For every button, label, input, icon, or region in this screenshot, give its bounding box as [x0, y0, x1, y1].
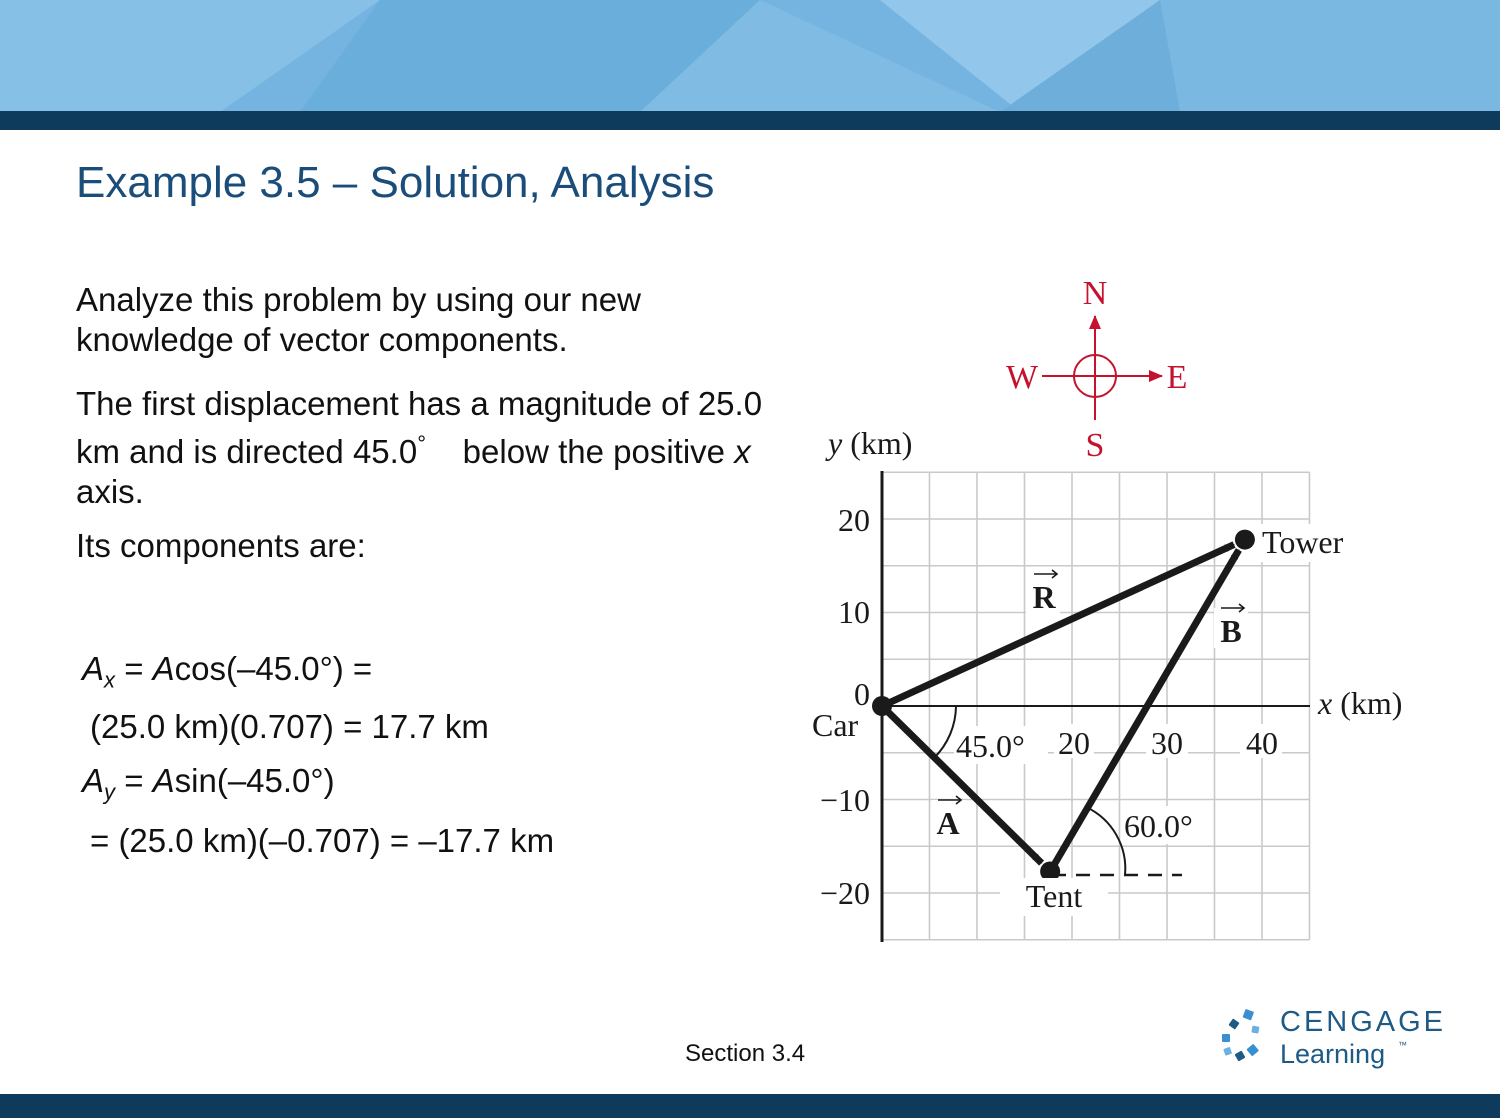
y-axis-label-var: y	[828, 425, 843, 461]
y-tick-minus-10: −10	[819, 782, 870, 818]
paragraph-analyze: Analyze this problem by using our new knowledge of vector components.	[76, 281, 641, 358]
paragraph-first-displacement-text-3: axis.	[76, 473, 144, 510]
label-tent: Tent	[1025, 878, 1083, 914]
ax-magnitude: A	[152, 650, 175, 687]
vector-r-arrow	[882, 545, 1234, 706]
ax-equals: =	[124, 650, 144, 687]
ay-subscript: y	[104, 779, 116, 805]
ax-subscript: x	[104, 667, 116, 693]
compass-w: W	[1005, 359, 1039, 396]
point-tower	[1235, 530, 1255, 550]
equation-ax	[82, 650, 372, 694]
paragraph-first-displacement-text-2: below the positive	[453, 433, 735, 470]
header-bar	[0, 111, 1500, 130]
logo-tm: ™	[1398, 1040, 1407, 1050]
label-tower: Tower	[1262, 524, 1344, 560]
vector-b-letter: B	[1220, 613, 1242, 649]
ax-rhs: cos(–45.0°) =	[174, 650, 373, 687]
angle-arc-a	[934, 706, 956, 758]
vector-diagram	[790, 270, 1450, 960]
vector-a-label	[932, 796, 966, 841]
ax-variable: A	[82, 650, 105, 687]
x-axis-label-var: x	[1318, 685, 1333, 721]
vector-b-label	[1214, 604, 1248, 649]
compass-n: N	[1082, 275, 1108, 312]
compass-s: S	[1085, 427, 1105, 464]
y-tick-20: 20	[838, 502, 870, 538]
y-tick-0: 0	[854, 676, 870, 712]
logo-learning-text: Learning	[1280, 1039, 1386, 1069]
y-tick-10: 10	[838, 594, 870, 630]
logo-cengage-text: CENGAGE	[1280, 1006, 1447, 1038]
point-car	[872, 696, 892, 716]
y-axis-label-unit: (km)	[842, 425, 913, 461]
x-tick-30: 30	[1151, 725, 1183, 761]
header-banner	[0, 0, 1500, 112]
x-tick-40: 40	[1246, 725, 1278, 761]
footer-section-label: Section 3.4	[685, 1040, 806, 1067]
equation-ay	[82, 762, 335, 806]
x-tick-20: 20	[1058, 725, 1090, 761]
x-axis-label	[1317, 685, 1402, 721]
paragraph-components: Its components are:	[76, 527, 366, 564]
paragraph-first-displacement	[76, 384, 776, 512]
compass	[1006, 275, 1187, 464]
equation-ay-value: = (25.0 km)(–0.707) = –17.7 km	[90, 822, 555, 859]
equation-ax-value: (25.0 km)(0.707) = 17.7 km	[90, 708, 489, 745]
ay-variable: A	[82, 762, 105, 799]
cengage-logo-icon	[1218, 1008, 1274, 1068]
vector-r-letter: R	[1032, 579, 1056, 615]
degree-symbol: °	[417, 431, 426, 456]
slide-title: Example 3.5 – Solution, Analysis	[76, 158, 715, 207]
footer-bar	[0, 1094, 1500, 1118]
y-axis-label	[825, 425, 912, 461]
vector-r-label	[1026, 570, 1060, 615]
ay-equals: =	[124, 762, 144, 799]
x-axis-label-unit: (km)	[1332, 685, 1403, 721]
ay-magnitude: A	[152, 762, 175, 799]
y-tick-minus-20: −20	[819, 875, 870, 911]
cengage-logo	[1218, 1006, 1447, 1076]
ay-rhs: sin(–45.0°)	[174, 762, 335, 799]
angle-b-label: 60.0°	[1124, 808, 1193, 844]
label-car: Car	[812, 707, 859, 743]
x-variable: x	[734, 433, 751, 470]
vector-a-letter: A	[936, 805, 960, 841]
paragraph-first-displacement-text: The first displacement has a magnitude of 25.0 km and is directed 45.0	[76, 385, 763, 470]
angle-a-label: 45.0°	[956, 728, 1025, 764]
compass-e: E	[1166, 359, 1188, 396]
